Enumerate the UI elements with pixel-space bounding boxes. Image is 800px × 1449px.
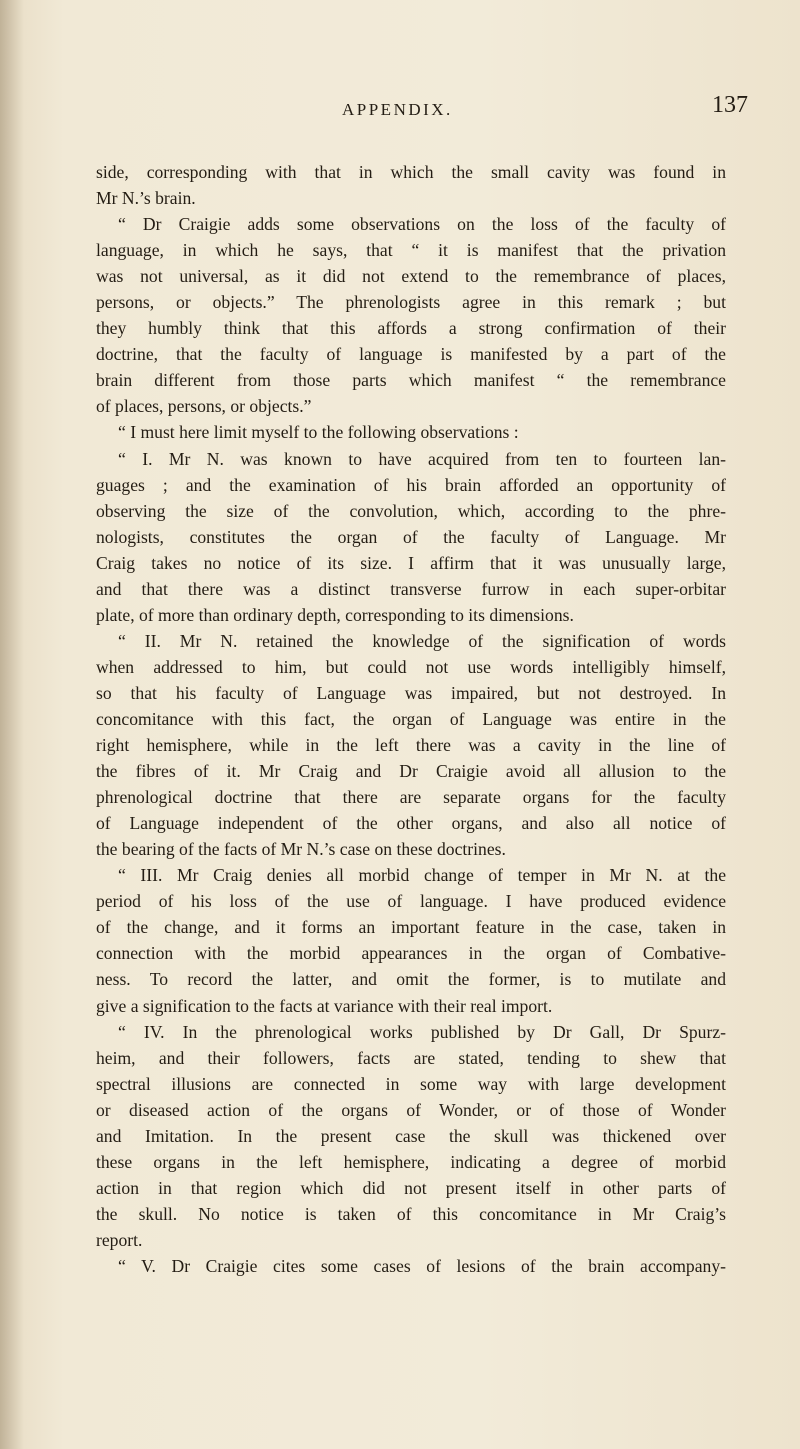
text-line: side, corresponding with that in which the small cavity was found in bbox=[96, 162, 726, 182]
text-line: of Language independent of the other organs, and also all notice of bbox=[96, 813, 726, 834]
text-line: plate, of more than ordinary depth, corresponding to its dimensions. bbox=[96, 604, 574, 625]
text-line: persons, or objects.” The phrenologists agree in this remark ; but bbox=[96, 292, 726, 313]
text-line: and Imitation. In the present case the skull was thickened over bbox=[96, 1125, 726, 1146]
text-line: “ Dr Craigie adds some observations on the loss of the faculty of bbox=[118, 214, 726, 235]
text-line: spectral illusions are connected in some way with large development bbox=[96, 1073, 726, 1094]
page-header bbox=[0, 92, 800, 126]
text-line: nologists, constitutes the organ of the faculty of Language. Mr bbox=[96, 526, 726, 547]
text-line: or diseased action of the organs of Wonder, or of those of Wonder bbox=[96, 1099, 726, 1120]
text-line: give a signification to the facts at variance with their real import. bbox=[96, 995, 553, 1016]
text-line: brain different from those parts which manifest “ the remembrance bbox=[96, 370, 726, 391]
page-number: 137 bbox=[712, 92, 748, 118]
text-line: the bearing of the facts of Mr N.’s case on these doctrines. bbox=[96, 839, 506, 860]
text-line: guages ; and the examination of his brain afforded an opportunity of bbox=[96, 474, 726, 495]
text-line: ness. To record the latter, and omit the former, is to mutilate and bbox=[96, 969, 726, 990]
running-head: APPENDIX. bbox=[342, 100, 453, 119]
text-line: so that his faculty of Language was impaired, but not destroyed. In bbox=[96, 682, 726, 703]
text-line: period of his loss of the use of language. I have produced evidence bbox=[96, 891, 726, 912]
text-line: “ II. Mr N. retained the knowledge of the signification of words bbox=[118, 630, 726, 651]
text-line: these organs in the left hemisphere, indicating a degree of morbid bbox=[96, 1151, 726, 1172]
text-line: they humbly think that this affords a strong confirmation of their bbox=[96, 318, 726, 339]
spine-shadow bbox=[0, 0, 24, 1449]
text-line: concomitance with this fact, the organ of Language was entire in the bbox=[96, 708, 726, 729]
text-line: of the change, and it forms an important feature in the case, taken in bbox=[96, 917, 726, 938]
body-text bbox=[96, 159, 726, 1279]
text-line: was not universal, as it did not extend to the remembrance of places, bbox=[96, 266, 726, 287]
text-line: when addressed to him, but could not use words intelligibly himself, bbox=[96, 656, 726, 677]
text-line: connection with the morbid appearances in the organ of Combative- bbox=[96, 943, 726, 964]
text-line: “ I. Mr N. was known to have acquired from ten to fourteen lan- bbox=[118, 448, 726, 469]
text-line: phrenological doctrine that there are separate organs for the faculty bbox=[96, 787, 726, 808]
text-line: report. bbox=[96, 1229, 143, 1250]
text-line: “ I must here limit myself to the following observations : bbox=[118, 422, 519, 443]
text-line: “ IV. In the phrenological works published by Dr Gall, Dr Spurz- bbox=[118, 1021, 726, 1042]
text-line: right hemisphere, while in the left there was a cavity in the line of bbox=[96, 735, 726, 756]
text-line: Craig takes no notice of its size. I affirm that it was unusually large, bbox=[96, 552, 726, 573]
text-line: action in that region which did not present itself in other parts of bbox=[96, 1177, 726, 1198]
text-line: “ III. Mr Craig denies all morbid change of temper in Mr N. at the bbox=[118, 865, 726, 886]
text-line: language, in which he says, that “ it is manifest that the privation bbox=[96, 240, 726, 261]
text-line: the skull. No notice is taken of this concomitance in Mr Craig’s bbox=[96, 1203, 726, 1224]
text-line: observing the size of the convolution, which, according to the phre- bbox=[96, 500, 726, 521]
text-line: Mr N.’s brain. bbox=[96, 188, 196, 209]
text-line: of places, persons, or objects.” bbox=[96, 396, 312, 417]
text-line: the fibres of it. Mr Craig and Dr Craigie avoid all allusion to the bbox=[96, 761, 726, 782]
text-line: heim, and their followers, facts are stated, tending to shew that bbox=[96, 1047, 726, 1068]
text-line: and that there was a distinct transverse furrow in each super-orbitar bbox=[96, 578, 726, 599]
text-line: doctrine, that the faculty of language is manifested by a part of the bbox=[96, 344, 726, 365]
text-line: “ V. Dr Craigie cites some cases of lesions of the brain accompany- bbox=[118, 1255, 726, 1276]
